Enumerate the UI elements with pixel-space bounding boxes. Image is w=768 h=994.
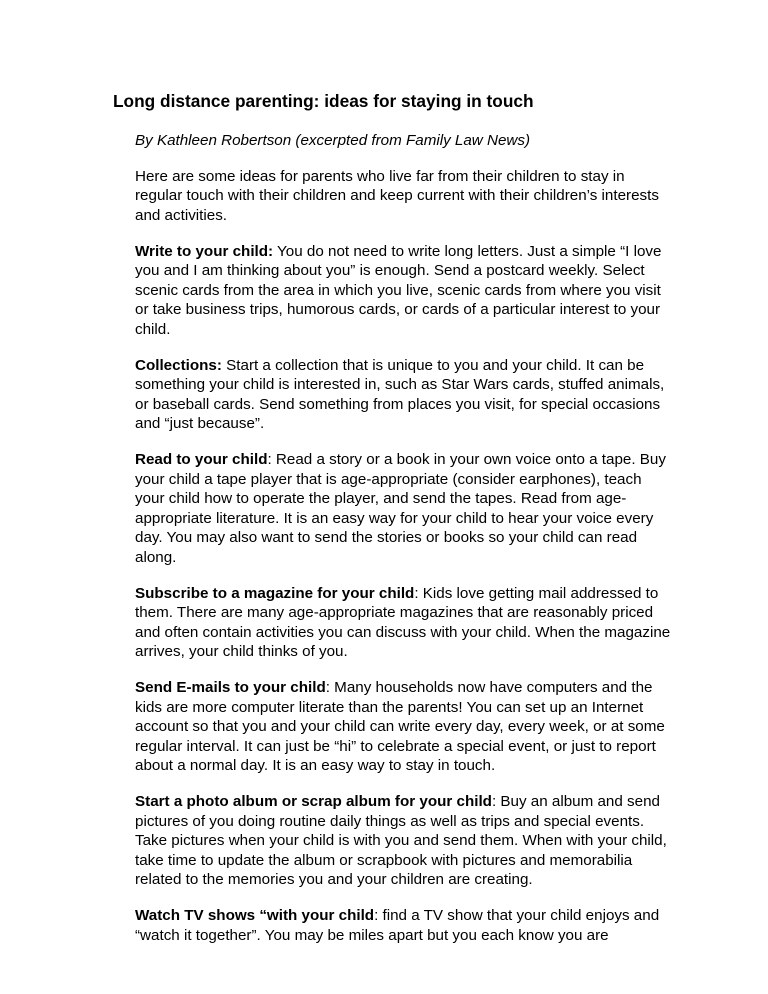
section-photo-album	[135, 792, 675, 890]
section-heading: Collections:	[135, 356, 222, 374]
section-write-to-child	[135, 242, 675, 340]
section-watch-tv	[135, 906, 675, 945]
section-text: : Kids love getting mail addressed to them. There are many age-appropriate magazines that are reasonably priced and often contain activities you can discuss with your child. When the magazine arrives, your child thinks of you.	[135, 584, 671, 660]
section-text: Start a collection that is unique to you and your child. It can be something your child is interested in, such as Star Wars cards, stuffed animals, or baseball cards. Send something from places you visit, for special occasions and “just because”.	[135, 356, 665, 432]
byline: By Kathleen Robertson (excerpted from Family Law News)	[135, 132, 531, 149]
section-text: : Read a story or a book in your own voice onto a tape. Buy your child a tape player that is age-appropriate (consider earphones), teach your child how to operate the player, and send the tapes. Read from age-appropriate literature. It is an easy way for your child to hear your voice every day. You may also want to send the stories or books so your child can read along.	[135, 451, 666, 566]
section-heading: Write to your child:	[135, 242, 274, 260]
intro-paragraph: Here are some ideas for parents who live far from their children to stay in regular touch with their children and keep current with their children’s interests and activities.	[135, 167, 659, 224]
section-subscribe-magazine	[135, 584, 675, 662]
section-collections	[135, 356, 675, 434]
section-text: : find a TV show that your child enjoys and “watch it together”. You may be miles apart but you each know you are	[135, 907, 660, 944]
section-read-to-child	[135, 450, 675, 567]
document-title: Long distance parenting: ideas for staying in touch	[113, 91, 534, 111]
section-heading: Subscribe to a magazine for your child	[135, 584, 415, 602]
section-heading: Start a photo album or scrap album for your child	[135, 793, 492, 810]
section-heading: Send E-mails to your child	[135, 679, 326, 696]
section-heading: Read to your child	[135, 451, 268, 468]
section-text: You do not need to write long letters. Just a simple “I love you and I am thinking about you” is enough. Send a postcard weekly. Select scenic cards from the area in which you live, scenic cards from where you visit or take business trips, humorous cards, or cards of a particular interest to your child.	[135, 242, 662, 338]
document-body	[135, 131, 675, 962]
section-heading: Watch TV shows “with your child	[135, 907, 375, 924]
section-send-emails	[135, 678, 675, 776]
section-text: : Many households now have computers and the kids are more computer literate than the parents! You can set up an Internet account so that you and your child can write every day, every week, or at some regular interval. It can just be “hi” to celebrate a special event, or just to report about a normal day. It is an easy way to stay in touch.	[135, 679, 665, 774]
section-text: : Buy an album and send pictures of you doing routine daily things as well as trips and special events. Take pictures when your child is with you and send them. When with your child, take time to update the album or scrapbook with pictures and memorabilia related to the memories you and your children are creating.	[135, 793, 667, 888]
